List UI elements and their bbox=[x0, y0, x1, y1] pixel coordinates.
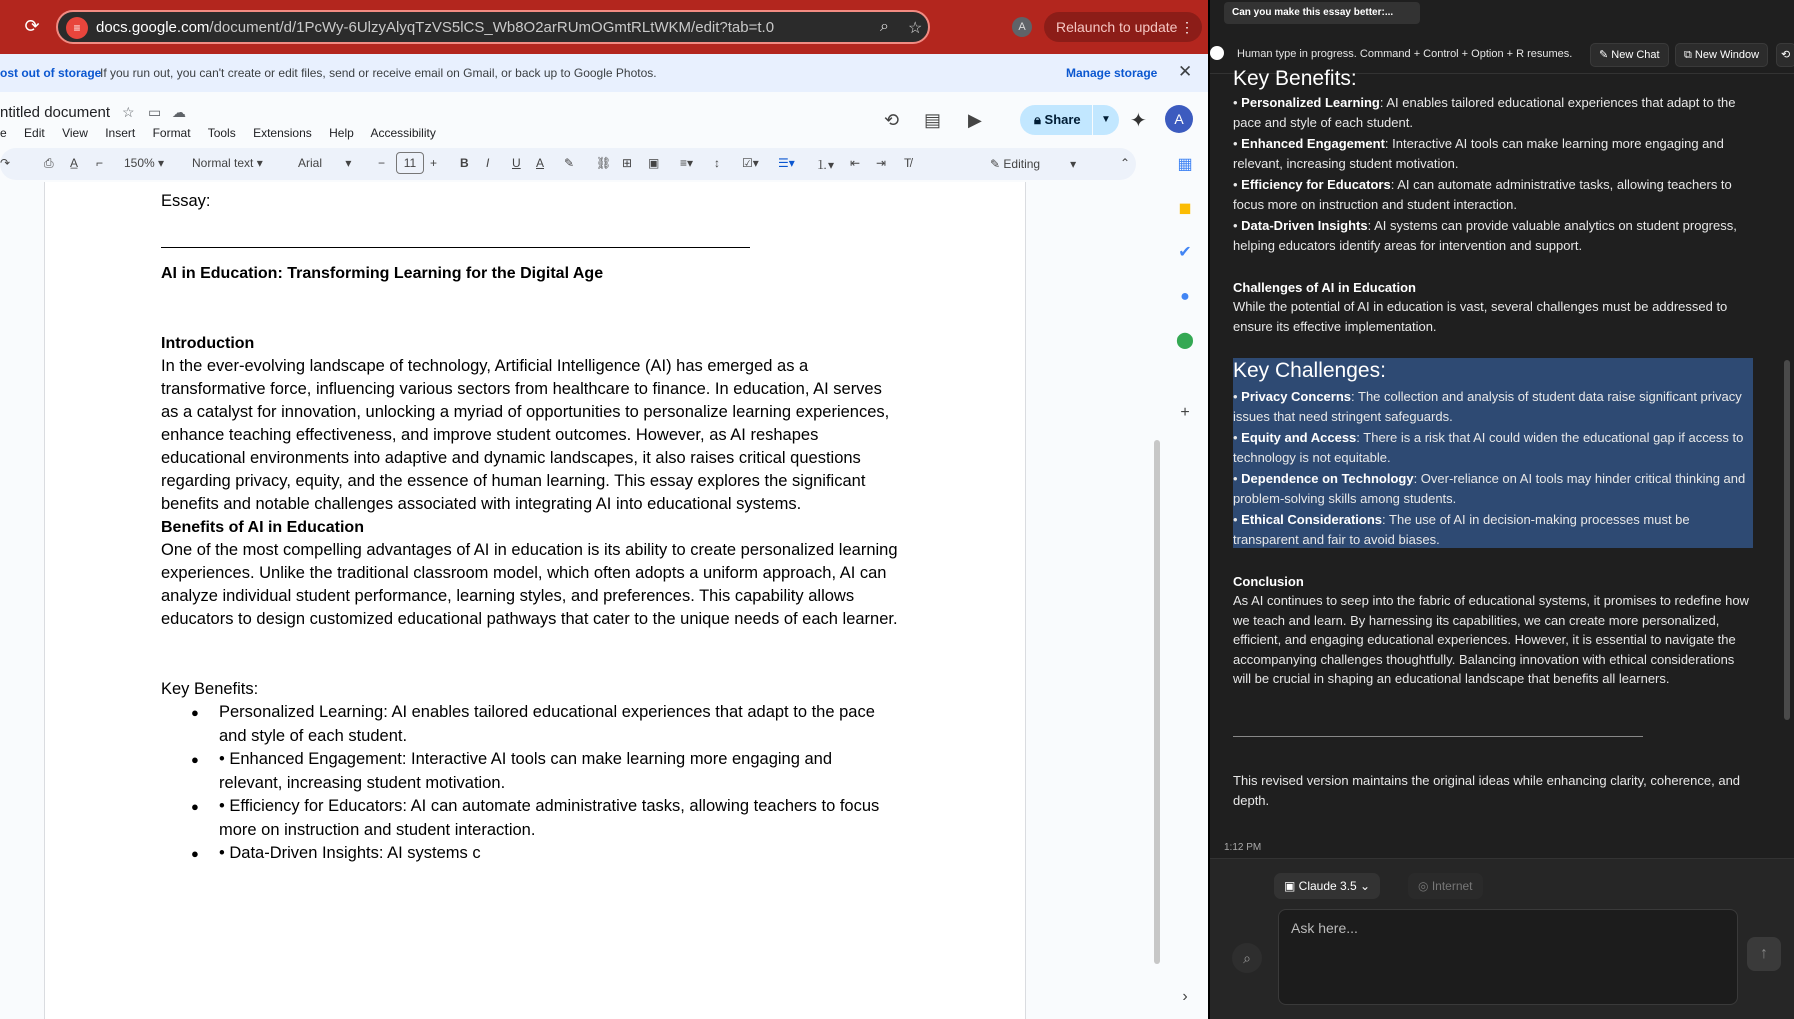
benefits-paragraph: One of the most compelling advantages of AI in education is its ability to create personalized learning experiences. Unlike the traditional classroom model, which often adopts a uniform approach, AI can analyze individual student performance, learning styles, and preferences. This capability allows educators to design customized educational pathways that cater to the unique needs of each learner. bbox=[161, 541, 898, 628]
docs-header bbox=[0, 92, 1208, 148]
panel-scrollbar[interactable] bbox=[1784, 360, 1790, 720]
highlight-icon[interactable]: ✎ bbox=[564, 156, 575, 170]
star-icon[interactable]: ☆ bbox=[122, 104, 135, 120]
zoom-select[interactable]: 150% ▾ bbox=[124, 156, 165, 170]
link-icon[interactable]: ⛓ bbox=[596, 156, 612, 170]
list-item: ● • Efficiency for Educators: AI can automate administrative tasks, allowing teachers to focus more on instruction and student interaction. bbox=[191, 795, 881, 842]
address-bar[interactable] bbox=[56, 10, 930, 44]
url-text: docs.google.com/document/d/1PcWy-6UlzyAlyqTzVS5lCS_Wb8O2arRUmOGmtRLtWKM/edit?tab=t.0 bbox=[96, 19, 775, 36]
version-history-icon[interactable]: ⟲ bbox=[884, 110, 900, 130]
message-timestamp: 1:12 PM bbox=[1224, 842, 1262, 853]
paint-format-icon[interactable]: ⌐ bbox=[96, 156, 104, 170]
closing-note: This revised version maintains the original ideas while enhancing clarity, coherence, and depth. bbox=[1233, 773, 1741, 808]
chat-icon: ▣ bbox=[1284, 879, 1299, 893]
challenge-item: • Ethical Considerations: The use of AI in decision-making processes must be transparent and fair to avoid biases. bbox=[1233, 512, 1690, 547]
menu-tools[interactable]: Tools bbox=[207, 126, 236, 140]
history-icon[interactable]: ⟲ bbox=[1776, 43, 1794, 67]
new-chat-button[interactable]: ✎ New Chat bbox=[1590, 43, 1669, 67]
browser-toolbar bbox=[0, 0, 1208, 54]
list-item: ● • Enhanced Engagement: Interactive AI tools can make learning more engaging and relevant, increasing student motivation. bbox=[191, 748, 881, 795]
document-title[interactable]: ntitled document bbox=[0, 104, 111, 121]
internet-toggle[interactable]: ◎ Internet bbox=[1408, 873, 1483, 899]
key-benefits-label: Key Benefits: bbox=[161, 680, 259, 698]
align-icon[interactable]: ≡▾ bbox=[680, 156, 694, 170]
reload-icon[interactable]: ⟳ bbox=[24, 16, 40, 36]
gemini-icon[interactable]: ✦ bbox=[1130, 110, 1147, 132]
benefits-heading: Benefits of AI in Education bbox=[161, 519, 364, 536]
insert-image-icon[interactable]: ▣ bbox=[648, 156, 660, 170]
menu-bar bbox=[0, 126, 450, 140]
relaunch-button[interactable]: Relaunch to update ⋮ bbox=[1044, 12, 1202, 42]
model-select[interactable]: ▣ Claude 3.5 ⌄ bbox=[1274, 873, 1380, 899]
conclusion-body: As AI continues to seep into the fabric of educational systems, it promises to redefine how we teach and learn. By harnessing its capabilities, we can create more personalized, efficient, and engaging educational experiences. However, it is essential to navigate the accompanying challenges thoughtfully. Balancing innovation with ethical considerations will be crucial in shaping an educational landscape that benefits all learners. bbox=[1233, 593, 1749, 686]
chevron-right-icon[interactable]: › bbox=[1182, 988, 1188, 1005]
benefit-item: • Data-Driven Insights: AI systems can provide valuable analytics on student progress, helping educators identify areas for intervention and support. bbox=[1233, 218, 1737, 253]
menu-insert[interactable]: Insert bbox=[105, 126, 136, 140]
essay-label: Essay: bbox=[161, 192, 211, 210]
share-button[interactable]: 🔒︎ Share bbox=[1020, 105, 1092, 135]
editing-mode-select[interactable]: ✎ Editing ▾ bbox=[990, 157, 1077, 171]
benefit-item: • Efficiency for Educators: AI can automate administrative tasks, allowing teachers to focus more on instruction and student interaction. bbox=[1233, 177, 1732, 212]
bulleted-list-icon[interactable]: ☰▾ bbox=[778, 156, 795, 170]
essay-title: AI in Education: Transforming Learning for the Digital Age bbox=[161, 265, 604, 282]
intro-paragraph: In the ever-evolving landscape of technology, Artificial Intelligence (AI) has emerged as a transformative force, influencing various sectors from healthcare to finance. In education, AI serves as a catalyst for innovation, unlocking a myriad of opportunities to personalize learning experiences, enhance teaching effectiveness, and improve student outcomes. However, as AI reshapes educational environments into adaptive and dynamic landscapes, it also raises critical questions regarding privacy, equity, and the essence of human learning. This essay explores the significant benefits and notable challenges associated with integrating AI into educational systems. bbox=[161, 357, 890, 513]
challenge-item: • Equity and Access: There is a risk that AI could widen the educational gap if access to technology is not equitable. bbox=[1233, 430, 1744, 465]
keep-icon[interactable]: ◼ bbox=[1178, 200, 1192, 217]
side-panel bbox=[1172, 150, 1200, 1010]
bold-icon[interactable]: B bbox=[460, 156, 469, 170]
avatar[interactable]: A bbox=[1165, 105, 1193, 133]
decrease-indent-icon[interactable]: ⇤ bbox=[850, 156, 861, 170]
challenges-heading: Challenges of AI in Education bbox=[1233, 280, 1416, 295]
formatting-toolbar bbox=[0, 148, 1136, 180]
menu-help[interactable]: Help bbox=[329, 126, 354, 140]
menu-view[interactable]: View bbox=[62, 126, 88, 140]
menu-file[interactable]: e bbox=[0, 126, 7, 140]
list-item: ● • Data-Driven Insights: AI systems c bbox=[191, 842, 881, 866]
chat-tab[interactable]: Can you make this essay better:... bbox=[1224, 2, 1420, 24]
style-select[interactable]: Normal text ▾ bbox=[192, 156, 263, 170]
menu-extensions[interactable]: Extensions bbox=[253, 126, 312, 140]
font-size-input[interactable]: 11 bbox=[396, 152, 424, 174]
benefit-item: • Personalized Learning: AI enables tailored educational experiences that adapt to the pace and style of each student. bbox=[1233, 95, 1736, 130]
spellcheck-icon[interactable]: A̲ bbox=[70, 156, 79, 170]
checklist-icon[interactable]: ☑▾ bbox=[742, 156, 759, 170]
challenges-intro: While the potential of AI in education is vast, several challenges must be addressed to ensure its effective implementation. bbox=[1233, 299, 1728, 334]
new-window-button[interactable]: ⧉ New Window bbox=[1675, 43, 1768, 67]
numbered-list-icon[interactable]: ⒈▾ bbox=[816, 158, 835, 172]
close-icon[interactable]: ✕ bbox=[1178, 62, 1193, 81]
site-info-icon[interactable]: ≡ bbox=[66, 17, 88, 39]
document-scrollbar[interactable] bbox=[1154, 440, 1160, 964]
cut-heading: Key Benefits: bbox=[1233, 67, 1357, 90]
document-page[interactable] bbox=[44, 182, 1026, 1019]
menu-edit[interactable]: Edit bbox=[24, 126, 45, 140]
tasks-icon[interactable]: ✔ bbox=[1178, 244, 1192, 261]
clear-formatting-icon[interactable]: T̸ bbox=[904, 156, 912, 170]
contacts-icon[interactable]: ● bbox=[1180, 288, 1190, 305]
calendar-icon[interactable]: ▦ bbox=[1177, 156, 1193, 173]
compose-icon: ✎ bbox=[1599, 49, 1612, 61]
send-icon[interactable]: ↑ bbox=[1747, 937, 1781, 971]
profile-icon[interactable]: A bbox=[1012, 17, 1032, 37]
attach-icon[interactable]: ⌕ bbox=[1232, 943, 1262, 973]
cloud-status-icon[interactable]: ☁ bbox=[172, 104, 186, 120]
ask-input[interactable] bbox=[1291, 920, 1721, 936]
decrease-font-icon[interactable]: − bbox=[378, 156, 386, 170]
line-spacing-icon[interactable]: ↕ bbox=[714, 156, 720, 170]
bookmark-star-icon[interactable]: ☆ bbox=[908, 20, 923, 37]
globe-icon: ◎ bbox=[1418, 879, 1432, 893]
benefits-list bbox=[191, 701, 881, 866]
separator-rule bbox=[1233, 736, 1643, 737]
menu-format[interactable]: Format bbox=[152, 126, 191, 140]
storage-title: ost out of storage bbox=[0, 66, 102, 80]
meet-icon[interactable]: ▶ bbox=[968, 110, 982, 130]
intro-heading: Introduction bbox=[161, 335, 255, 352]
window-icon: ⧉ bbox=[1684, 49, 1695, 61]
conclusion-heading: Conclusion bbox=[1233, 574, 1304, 589]
italic-icon[interactable]: I bbox=[486, 156, 490, 170]
zoom-icon[interactable]: ⌕ bbox=[880, 18, 889, 35]
collapse-toolbar-icon[interactable]: ⌃ bbox=[1120, 156, 1131, 170]
text-color-icon[interactable]: A bbox=[536, 156, 545, 170]
menu-accessibility[interactable]: Accessibility bbox=[370, 126, 436, 140]
benefit-item: • Enhanced Engagement: Interactive AI tools can make learning more engaging and relevant, increasing student motivation. bbox=[1233, 136, 1724, 171]
maps-icon[interactable]: ⬤ bbox=[1176, 332, 1194, 349]
print-icon[interactable]: ⎙ bbox=[44, 156, 54, 170]
more-options-icon[interactable]: ⋮ bbox=[1180, 19, 1194, 35]
add-addon-icon[interactable]: + bbox=[1180, 404, 1190, 421]
add-comment-icon[interactable]: ⊞ bbox=[622, 156, 633, 170]
composer bbox=[1210, 858, 1794, 1019]
challenge-item: • Privacy Concerns: The collection and analysis of student data raise significant privacy issues that need stringent safeguards. bbox=[1233, 389, 1742, 424]
challenge-item: • Dependence on Technology: Over-reliance on AI tools may hinder critical thinking and problem-solving skills among students. bbox=[1233, 471, 1746, 506]
status-text: Human type in progress. Command + Control + Option + R resumes. bbox=[1237, 48, 1573, 60]
horizontal-rule bbox=[161, 247, 750, 248]
lock-icon: 🔒︎ bbox=[1034, 112, 1045, 127]
storage-banner bbox=[0, 54, 1208, 92]
key-challenges-heading: Key Challenges: bbox=[1233, 359, 1386, 382]
increase-font-icon[interactable]: + bbox=[430, 156, 438, 170]
comments-icon[interactable]: ▤ bbox=[924, 110, 942, 130]
pencil-icon: ✎ bbox=[990, 157, 1001, 171]
claude-panel bbox=[1210, 0, 1794, 1019]
increase-indent-icon[interactable]: ⇥ bbox=[876, 156, 887, 170]
font-select[interactable]: Arial ▾ bbox=[298, 156, 352, 170]
underline-icon[interactable]: U bbox=[512, 156, 521, 170]
ask-field[interactable] bbox=[1278, 909, 1738, 1005]
status-indicator-icon bbox=[1210, 46, 1224, 60]
storage-message: If you run out, you can't create or edit files, send or receive email on Gmail, or back up to Google Photos. bbox=[100, 66, 657, 80]
share-dropdown-icon[interactable]: ▼ bbox=[1093, 105, 1119, 135]
move-folder-icon[interactable]: ▭ bbox=[148, 104, 162, 120]
list-item: ● Personalized Learning: AI enables tailored educational experiences that adapt to the pace and style of each student. bbox=[191, 701, 881, 748]
manage-storage-link[interactable]: Manage storage bbox=[1066, 66, 1158, 80]
redo-icon[interactable]: ↷ bbox=[0, 156, 11, 170]
